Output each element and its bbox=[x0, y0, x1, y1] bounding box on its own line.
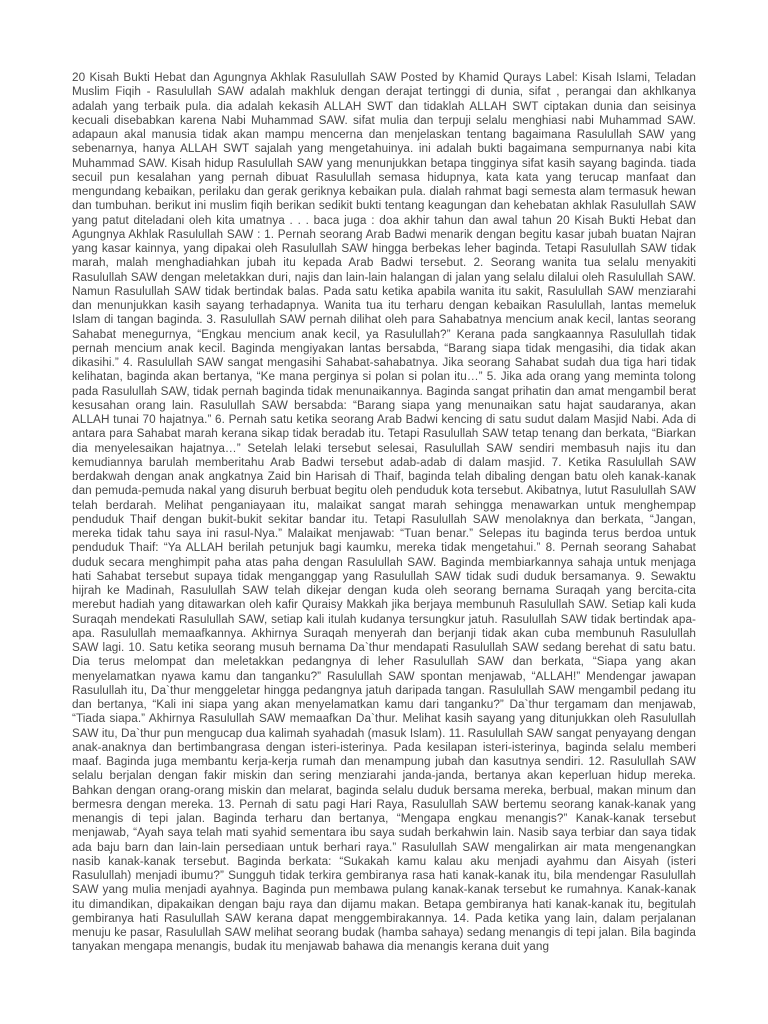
document-page bbox=[72, 71, 696, 1001]
article-body-text: 20 Kisah Bukti Hebat dan Agungnya Akhlak Rasulullah SAW Posted by Khamid Qurays Label: Kisah Islami, Teladan Muslim Fiqih - Rasulullah SAW adalah makhluk dengan derajat tertinggi di dunia, sifat , perangai dan akhlkanya adalah yang terbaik pula. dia adalah kekasih ALLAH SWT dan tidaklah ALLAH SWT ciptakan dunia dan seisinya kecuali disebabkan karena Nabi Muhammad SAW. sifat mulia dan terpuji selalu menghiasi nabi Muhammad SAW. adapaun akal manusia tidak akan mampu mencerna dan menjelaskan tentang bagaimana Rasulullah SAW yang sebenarnya, hanya ALLAH SWT sajalah yang mengetahuinya. ini adalah bukti bagaimana sempurnanya nabi kita Muhammad SAW. Kisah hidup Rasulullah SAW yang menunjukkan betapa tingginya sifat kasih sayang baginda. tiada secuil pun kesalahan yang pernah dibuat Rasulullah semasa hidupnya, kata kata yang terucap manfaat dan mengundang kebaikan, perilaku dan gerak geriknya kebaikan pula. dialah rahmat bagi semesta alam termasuk hewan dan tumbuhan. berikut ini muslim fiqih berikan sedikit bukti tentang keagungan dan kehebatan akhlak Rasulullah SAW yang patut diteladani oleh kita umatnya . . . baca juga : doa akhir tahun dan awal tahun 20 Kisah Bukti Hebat dan Agungnya Akhlak Rasulullah SAW : 1. Pernah seorang Arab Badwi menarik dengan begitu kasar jubah buatan Najran yang kasar kainnya, yang dipakai oleh Rasulullah SAW hingga berbekas leher baginda. Tetapi Rasulullah SAW tidak marah, malah menghadiahkan jubah itu kepada Arab Badwi tersebut. 2. Seorang wanita tua selalu menyakiti Rasulullah SAW dengan meletakkan duri, najis dan lain-lain halangan di jalan yang selalu dilalui oleh Rasulullah SAW. Namun Rasulullah SAW tidak bertindak balas. Pada satu ketika apabila wanita itu sakit, Rasulullah SAW menziarahi dan menunjukkan kasih sayang terhadapnya. Wanita tua itu terharu dengan kebaikan Rasulullah, lantas memeluk Islam di tangan baginda. 3. Rasulullah SAW pernah dilihat oleh para Sahabatnya mencium anak kecil, lantas seorang Sahabat menegurnya, “Engkau mencium anak kecil, ya Rasulullah?” Kerana pada sangkaannya Rasulullah tidak pernah mencium anak kecil. Baginda mengiyakan lantas bersabda, “Barang siapa tidak mengasihi, dia tidak akan dikasihi.” 4. Rasulullah SAW sangat mengasihi Sahabat-sahabatnya. Jika seorang Sahabat sudah dua tiga hari tidak kelihatan, baginda akan bertanya, “Ke mana perginya si polan si polan itu…” 5. Jika ada orang yang meminta tolong pada Rasulullah SAW, tidak pernah baginda tidak menunaikannya. Baginda sangat prihatin dan amat mengambil berat kesusahan orang lain. Rasulullah SAW bersabda: “Barang siapa yang menunaikan satu hajat saudaranya, akan ALLAH tunai 70 hajatnya.” 6. Pernah satu ketika seorang Arab Badwi kencing di satu sudut dalam Masjid Nabi. Ada di antara para Sahabat marah kerana sikap tidak beradab itu. Tetapi Rasulullah SAW tetap tenang dan berkata, “Biarkan dia menyelesaikan hajatnya…” Setelah lelaki tersebut selesai, Rasulullah SAW sendiri membasuh najis itu dan kemudiannya barulah memberitahu Arab Badwi tersebut adab-adab di dalam masjid. 7. Ketika Rasulullah SAW berdakwah dengan anak angkatnya Zaid bin Harisah di Thaif, baginda telah dibaling dengan batu oleh kanak-kanak dan pemuda-pemuda nakal yang disuruh berbuat begitu oleh penduduk kota tersebut. Akibatnya, lutut Rasulullah SAW telah berdarah. Melihat penganiayaan itu, malaikat sangat marah sehingga menawarkan untuk menghempap penduduk Thaif dengan bukit-bukit sekitar bandar itu. Tetapi Rasulullah SAW menolaknya dan berkata, “Jangan, mereka tidak tahu saya ini rasul-Nya.” Malaikat menjawab: “Tuan benar.” Selepas itu baginda terus berdoa untuk penduduk Thaif: “Ya ALLAH berilah petunjuk bagi kaumku, mereka tidak mengetahui.” 8. Pernah seorang Sahabat duduk secara menghimpit paha atas paha dengan Rasulullah SAW. Baginda membiarkannya sahaja untuk menjaga hati Sahabat tersebut supaya tidak menganggap yang Rasulullah SAW tidak sudi duduk bersamanya. 9. Sewaktu hijrah ke Madinah, Rasulullah SAW telah dikejar dengan kuda oleh seorang bernama Suraqah yang bercita-cita merebut hadiah yang ditawarkan oleh kafir Quraisy Makkah jika berjaya membunuh Rasulullah SAW. Setiap kali kuda Suraqah mendekati Rasulullah SAW, setiap kali itulah kudanya tersungkur jatuh. Rasulullah SAW tidak bertindak apa-apa. Rasulullah memaafkannya. Akhirnya Suraqah menyerah dan berjanji tidak akan cuba membunuh Rasulullah SAW lagi. 10. Satu ketika seorang musuh bernama Da`thur mendapati Rasulullah SAW sedang berehat di satu batu. Dia terus melompat dan meletakkan pedangnya di leher Rasulullah SAW dan berkata, “Siapa yang akan menyelamatkan nyawa kamu dan tanganku?” Rasulullah SAW spontan menjawab, “ALLAH!” Mendengar jawapan Rasulullah itu, Da`thur menggeletar hingga pedangnya jatuh daripada tangan. Rasulullah SAW mengambil pedang itu dan bertanya, “Kali ini siapa yang akan menyelamatkan kamu dari tanganku?” Da`thur tergamam dan menjawab, “Tiada siapa.” Akhirnya Rasulullah SAW memaafkan Da`thur. Melihat kasih sayang yang ditunjukkan oleh Rasulullah SAW itu, Da`thur pun mengucap dua kalimah syahadah (masuk Islam). 11. Rasulullah SAW sangat penyayang dengan anak-anaknya dan bertimbangrasa dengan isteri-isterinya. Pada kesilapan isteri-isterinya, baginda selalu memberi maaf. Baginda juga membantu kerja-kerja rumah dan menampung jubah dan kasutnya sendiri. 12. Rasulullah SAW selalu berjalan dengan fakir miskin dan sering menziarahi janda-janda, bertanya akan keperluan hidup mereka. Bahkan dengan orang-orang miskin dan melarat, baginda selalu duduk bersama mereka, berbual, makan minum dan bermesra dengan mereka. 13. Pernah di satu pagi Hari Raya, Rasulullah SAW bertemu seorang kanak-kanak yang menangis di tepi jalan. Baginda terharu dan bertanya, “Mengapa engkau menangis?” Kanak-kanak tersebut menjawab, “Ayah saya telah mati syahid sementara ibu saya sudah berkahwin lain. Nasib saya terbiar dan saya tidak ada baju barn dan lain-lain persediaan untuk berhari raya.” Rasulullah SAW mengalirkan air mata mengenangkan nasib kanak-kanak tersebut. Baginda berkata: “Sukakah kamu kalau aku menjadi ayahmu dan Aisyah (isteri Rasulullah) menjadi ibumu?” Sungguh tidak terkira gembiranya rasa hati kanak-kanak itu, bila mendengar Rasulullah SAW yang mulia menjadi ayahnya. Baginda pun membawa pulang kanak-kanak tersebut ke rumahnya. Kanak-kanak itu dimandikan, dipakaikan dengan baju raya dan dijamu makan. Betapa gembiranya hati kanak-kanak itu, begitulah gembiranya hati Rasulullah SAW kerana dapat menggembirakannya. 14. Pada ketika yang lain, dalam perjalanan menuju ke pasar, Rasulullah SAW melihat seorang budak (hamba sahaya) sedang menangis di tepi jalan. Bila baginda tanyakan mengapa menangis, budak itu menjawab bahawa dia menangis kerana duit yang bbox=[72, 71, 696, 954]
